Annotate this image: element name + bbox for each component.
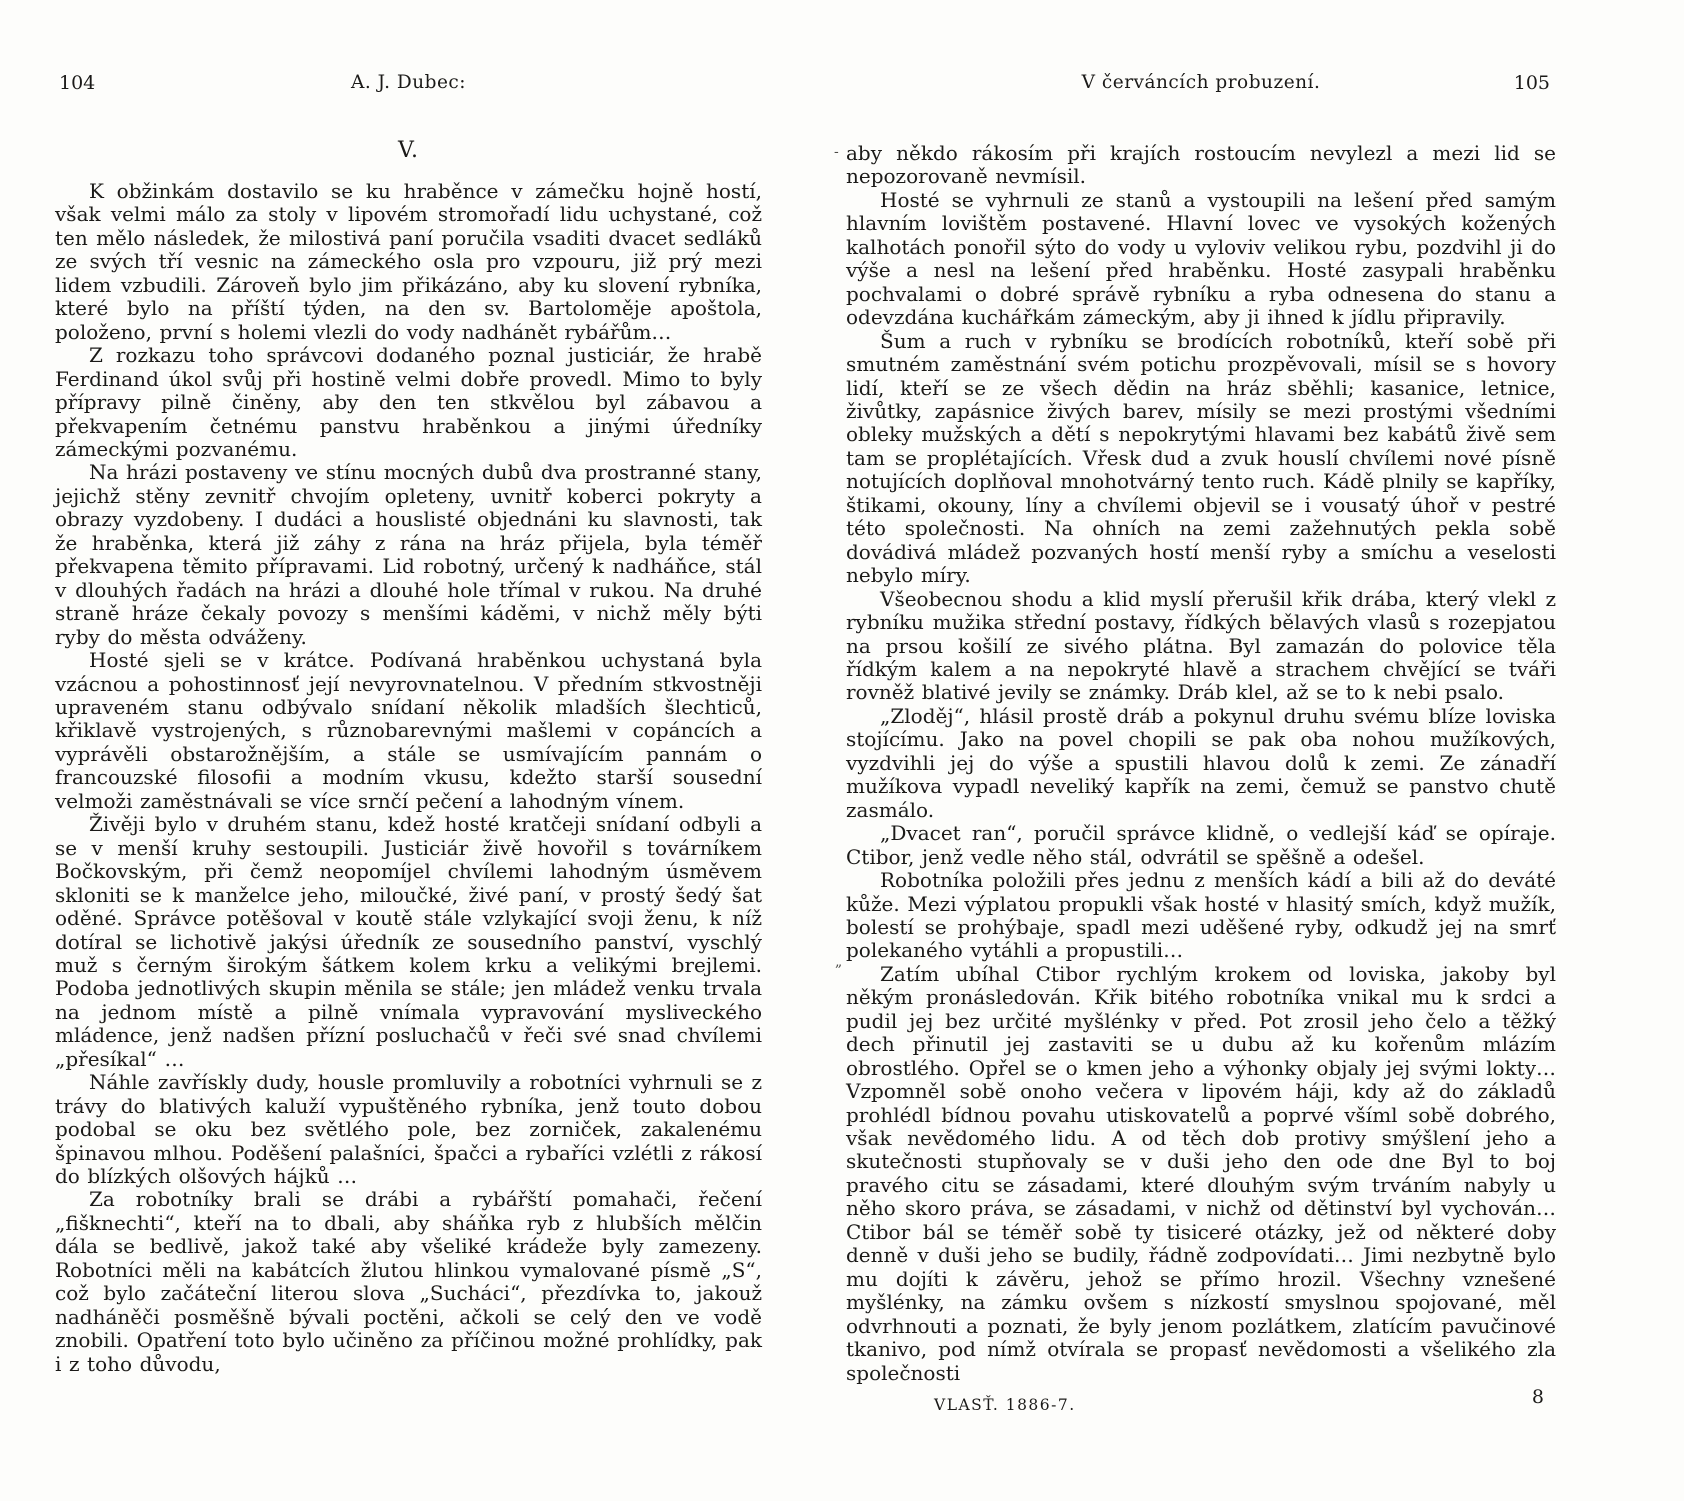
paragraph: Hosté se vyhrnuli ze stanů a vystoupili na lešení před samým hlavním lovištěm postavené. Hlavní lovec ve vysokých kožených kalhotách ponořil sýto do vody u vyloviv velikou rybu, pozdvihl ji do výše a nesl na lešení před hraběnku. Hosté zasypali hraběnku pochvalami o dobré správě rybníku a ryba odnesena do stanu a odevzdána kuchářkám zámeckým, aby ji ihned k jídlu připravily.: [846, 187, 1556, 330]
left-page: [55, 70, 762, 1460]
paragraph: Živěji bylo v druhém stanu, kdež hosté kratčeji snídaní odbyli a se v menší kruhy sestoupili. Justiciár živě hovořil s továrníkem Bočkovským, při čemž neopomíjel chvílemi lahodným úsměvem skloniti se k manželce jeho, miloučké, živé paní, v prostý šedý šat oděné. Správce potěšoval v koutě stále vzlykající svoji ženu, k níž dotíral se lichotivě jakýsi úředník ze sousedního panství, vyschlý muž s černým širokým šátkem kolem krku a velikými brejlemi. Podoba jednotlivých skupin měnila se stále; jen mládež venku trvala na jednom místě a pilně vnímala vypravování mysliveckého mládence, jenž nadšen přízní posluchačů v řeči své snad chvílemi „přesíkal“ …: [55, 812, 762, 1071]
left-page-header: [55, 70, 762, 96]
margin-mark: „: [835, 954, 843, 970]
paragraph: „Zloděj“, hlásil prostě dráb a pokynul druhu svému blíze loviska stojícímu. Jako na povel chopili se pak oba nohou mužíkových, vyzdvihli jej do výše a spustili hlavou dolů k zemi. Ze zánadří mužíkova vypadl neveliký kapřík na zemi, čemuž se panstvo chutě zasmálo.: [846, 703, 1556, 822]
left-text-column: [55, 180, 762, 1376]
paragraph: Zatím ubíhal Ctibor rychlým krokem od loviska, jakoby byl někým pronásledován. Křik bitého robotníka vnikal mu k srdci a pudil jej bez určité myšlénky v před. Pot zrosil jeho čelo a těžký dech přinutil jej zastaviti se u dubu až ku kořenům mlázím obrostlého. Opřel se o kmen jeho a výhonky objaly jej svými lokty… Vzpomněl sobě onoho večera v lipovém háji, kdy až do základů prohlédl bídnou povahu utiskovatelů a poprvé všíml sobě dobrého, však nevědomého lidu. A od těch dob protivy smýšlení jeho a skutečnosti stupňovaly se v duši jeho den ode dne Byl to boj pravého citu se zásadami, které dlouhým svým trváním nabyly u něho skoro práva, se zásadami, v nichž od dětinství byl vychován… Ctibor bál se téměř sobě ty tisiceré otázky, jež od některé doby denně v duši jeho se budily, řádně zodpovídati… Jimi nezbytně bylo mu dojíti k závěru, jehož se přímo hrozil. Všechny vznešené myšlénky, na zámku ovšem s nízkostí smyslnou spojované, měl odvrhnouti a poznati, že byly jenom pozlátkem, zlatícím pavučinové tkanivo, pod nímž otvírala se propasť nevědomosti a všelikého zla společnosti: [846, 961, 1556, 1385]
paragraph: Všeobecnou shodu a klid myslí přerušil křik drába, který vlekl z rybníku mužika střední postavy, řídkých bělavých vlasů s rozepjatou na prsou košilí ze sivého plátna. Byl zamazán do polovice těla řídkým kalem a na nepokryté hlavě a strachem chvějící se tváři rovněž blativé jevily se známky. Dráb klel, až se to k nebi psalo.: [846, 586, 1556, 705]
left-running-title: A. J. Dubec:: [351, 72, 466, 93]
paragraph: „Dvacet ran“, poručil správce klidně, o vedlejší káď se opíraje. Ctibor, jenž vedle něho stál, odvrátil se spěšně a odešel.: [846, 821, 1556, 869]
paragraph: Robotníka položili přes jednu z menších kádí a bili až do deváté kůže. Mezi výplatou propukli však hosté v hlasitý smích, když mužík, bolestí se prohýbaje, spadl mezi uděšené ryby, odkudž jej na smrť polekaného vytáhli a propustili…: [846, 868, 1556, 963]
right-text-column: [846, 142, 1556, 1385]
signature-mark: 8: [1531, 1386, 1544, 1408]
right-page-number: 105: [1513, 72, 1550, 94]
footer-imprint: VLASŤ. 1886-7.: [934, 1396, 1076, 1414]
paragraph: Hosté sjeli se v krátce. Podívaná hraběnkou uchystaná byla vzácnou a pohostinnosť její nevyrovnatelnou. V předním stkvostněji upraveném stanu odbývalo snídaní několik mladších šlechticů, křiklavě vystrojených, s různobarevnými mašlemi v copáncích a vyprávěli obstarožnějším, a stále se usmívajícím pannám o francouzské filosofii a modním vkusu, kdežto starší sousední velmoži zaměstnávali se více srnčí pečení a lahodným vínem.: [55, 648, 762, 813]
paragraph: Z rozkazu toho správcovi dodaného poznal justiciár, že hrabě Ferdinand úkol svůj při hostině velmi dobře provedl. Mimo to byly přípravy pilně činěny, aby den ten stkvělou byl zábavou a překvapením četnému panstvu hraběnkou a jinými úředníky zámeckými pozvanému.: [55, 343, 762, 461]
right-running-title: V červáncích probuzení.: [1081, 72, 1321, 93]
paragraph: K obžinkám dostavilo se ku hraběnce v zámečku hojně hostí, však velmi málo za stoly v lipovém stromořadí lidu uchystané, což ten mělo následek, že milostivá paní poručila vsaditi dvacet sedláků ze svých tří vesnic na zámeckého osla pro vzpouru, již prý mezi lidem vzbudili. Zároveň bylo jim přikázáno, aby ku slovení rybníka, které bylo na příští týden, na den sv. Bartoloměje apoštola, položeno, první s holemi vlezli do vody nadhánět rybářům…: [55, 179, 762, 344]
left-page-number: 104: [59, 72, 96, 94]
paragraph: Náhle zavřískly dudy, housle promluvily a robotníci vyhrnuli se z trávy do blativých kaluží vypuštěného rybníka, jenž touto dobou podobal se oku bez světlého pole, bez zorniček, zakalenému špinavou mlhou. Poděšení palašníci, špačci a rybaříci vzlétli z rákosí do blízkých olšových hájků …: [55, 1070, 762, 1189]
right-page: [834, 70, 1556, 1460]
right-page-footer: [846, 1386, 1556, 1420]
right-page-header: [846, 70, 1556, 96]
margin-mark: -: [834, 144, 839, 160]
paragraph: Na hrázi postaveny ve stínu mocných dubů dva prostranné stany, jejichž stěny zevnitř chvojím opleteny, uvnitř koberci pokryty a obrazy vyzdobeny. I dudáci a houslisté objednáni ku slavnosti, tak že hraběnka, která již záhy z rána na hráz přijela, byla téměř překvapena těmito přípravami. Lid robotný, určený k nadháňce, stál v dlouhých řadách na hrázi a dlouhé hole třímal v rukou. Na druhé straně hráze čekaly povozy s menšími káděmi, v nichž měly býti ryby do města odváženy.: [55, 460, 762, 649]
section-heading: V.: [397, 138, 420, 163]
paragraph: Šum a ruch v rybníku se brodících robotníků, kteří sobě při smutném zaměstnání svém potichu prozpěvovali, mísil se s hovory lidí, kteří se ze všech dědin na hráz sběhli; kasanice, letnice, živůtky, zapásnice živých barev, mísily se mezi prostými všedními obleky mužských a dětí s nepokrytými hlavami bez kabátů živě sem tam se proplétajících. Vřesk dud a zvuk houslí chvílemi nové písně notujících doplňoval mnohotvárný tento ruch. Kádě plnily se kapříky, štikami, okouny, líny a chvílemi objevil se i vousatý úhoř v pestré této společnosti. Na ohních na zemi zažehnutých pekla sobě dovádivá mládež pozvaných hostí menší ryby a smíchu a veselosti nebylo míry.: [846, 328, 1556, 588]
paragraph: aby někdo rákosím při krajích rostoucím nevylezl a mezi lid se nepozorovaně nevmísil.: [846, 141, 1556, 189]
paragraph: Za robotníky brali se drábi a rybářští pomahači, řečení „fišknechti“, kteří na to dbali, aby sháňka ryb z hlubších mělčin dála se bedlivě, jakož také aby všeliké krádeže byly zamezeny. Robotníci měli na kabátcích žlutou hlinkou vymalované písmě „S“, což bylo začáteční literou slova „Sucháci“, přezdívka to, jakouž nadháněči posměšně bývali poctěni, ačkoli se celý den ve vodě znobili. Opatření toto bylo učiněno za příčinou možné prohlídky, pak i z toho důvodu,: [55, 1187, 762, 1376]
